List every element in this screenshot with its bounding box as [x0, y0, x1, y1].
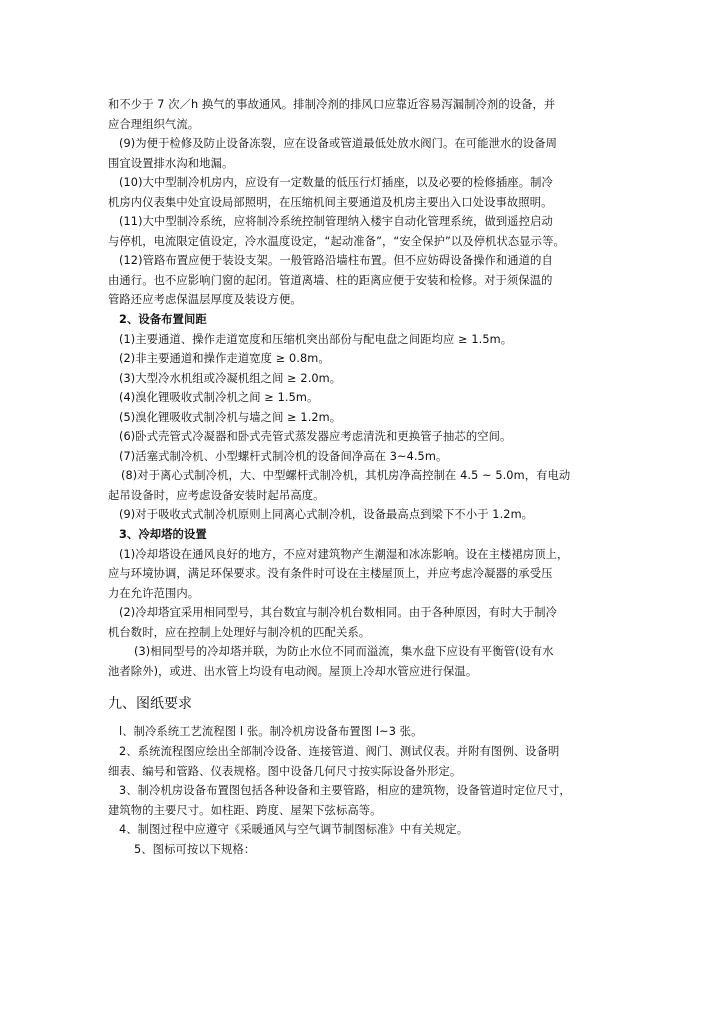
text-line: 管路还应考虑保温层厚度及装设方便。	[108, 293, 302, 307]
text-line: (1)冷却塔设在通风良好的地方，不应对建筑物产生潮湿和冰冻影响。设在主楼裙房顶上，	[119, 547, 569, 561]
text-line: 2、系统流程图应绘出全部制冷设备、连接管道、阀门、测试仪表。并附有图例、设备明	[119, 744, 560, 758]
text-line: 机房内仪表集中处宜设局部照明，在压缩机间主要通道及机房主要出入口处设事故照明。	[108, 195, 553, 209]
body-text-block	[108, 95, 628, 681]
text-line: 细表、编号和管路、仪表规格。图中设备几何尺寸按实际设备外形定。	[108, 764, 462, 778]
text-line: (5)溴化锂吸收式制冷机与墙之间 ≥ 1.2m。	[119, 410, 342, 424]
text-line: 围宜设置排水沟和地漏。	[108, 156, 234, 170]
text-line: (2)非主要通道和操作走道宽度 ≥ 0.8m。	[119, 352, 330, 366]
text-line: (3)相同型号的冷却塔并联，为防止水位不同而溢流，集水盘下应设有平衡管(设有水	[134, 645, 554, 659]
text-line: 由通行。也不应影响门窗的起闭。管道离墙、柱的距离应便于安装和检修。对于须保温的	[108, 273, 553, 287]
text-line: l、制冷系统工艺流程图 l 张。制冷机房设备布置图 l~3 张。	[119, 725, 423, 739]
text-line: (10)大中型制冷机房内，应设有一定数量的低压行灯插座，以及必要的检修插座。制冷	[119, 176, 553, 190]
drawing-requirements-block	[108, 722, 628, 859]
text-line: (1)主要通道、操作走道宽度和压缩机突出部份与配电盘之间距均应 ≥ 1.5m。	[119, 332, 513, 346]
text-line: (9)为便于检修及防止设备冻裂，应在设备或管道最低处放水阀门。在可能泄水的设备周	[119, 137, 557, 151]
text-line: 建筑物的主要尺寸。如柱距、跨度、屋架下弦标高等。	[108, 803, 382, 817]
text-line: (12)管路布置应便于装设支架。一般管路沿墙柱布置。但不应妨碍设备操作和通道的自	[119, 254, 553, 268]
text-line: 起吊设备时，应考虑设备安装时起吊高度。	[108, 488, 325, 502]
text-line: 与停机，电流限定值设定，冷水温度设定，“起动准备”，“安全保护”以及停机状态显示等。	[108, 234, 565, 248]
text-line: (8)对于离心式制冷机，大、中型螺杆式制冷机，其机房净高控制在 4.5 ~ 5.0m，有电动	[121, 469, 571, 483]
subsection-heading: 3、冷却塔的设置	[119, 528, 207, 542]
text-line: (2)冷却塔宜采用相同型号，其台数宜与制冷机台数相同。由于各种原因，有时大于制冷	[119, 606, 557, 620]
text-line: 应合理组织气流。	[108, 117, 200, 131]
text-line: 应与环境协调，满足环保要求。没有条件时可设在主楼屋顶上，并应考虑冷凝器的承受压	[108, 567, 553, 581]
section-title: 九、图纸要求	[108, 696, 192, 713]
text-line: 4、制图过程中应遵守《采暖通风与空气调节制图标准》中有关规定。	[119, 823, 469, 837]
document-page	[108, 95, 628, 859]
text-line: (3)大型冷水机组或冷凝机组之间 ≥ 2.0m。	[119, 371, 342, 385]
text-line: (4)溴化锂吸收式制冷机之间 ≥ 1.5m。	[119, 391, 319, 405]
text-line: (11)大中型制冷系统，应将制冷系统控制管理纳入楼宇自动化管理系统，做到遥控启动	[119, 215, 553, 229]
text-line: 池者除外)，或进、出水管上均设有电动阀。屋顶上冷却水管应进行保温。	[108, 664, 478, 678]
text-line: (6)卧式壳管式冷凝器和卧式壳管式蒸发器应考虑清洗和更换管子抽芯的空间。	[119, 430, 512, 444]
subsection-heading: 2、设备布置间距	[119, 313, 207, 327]
text-line: 5、图标可按以下规格：	[134, 842, 256, 856]
text-line: 和不少于 7 次／h 换气的事故通风。排制冷剂的排风口应靠近容易泻漏制冷剂的设备，并	[108, 98, 556, 111]
text-line: 机台数时，应在控制上处理好与制冷机的匹配关系。	[108, 625, 371, 639]
text-line: 力在允许范围内。	[108, 586, 200, 600]
text-line: (7)活塞式制冷机、小型螺杆式制冷机的设备间净高在 3~4.5m。	[119, 449, 448, 463]
text-line: (9)对于吸收式式制冷机原则上同离心式制冷机，设备最高点到梁下不小于 1.2m。	[119, 508, 534, 522]
text-line: 3、制冷机房设备布置图包括各种设备和主要管路，相应的建筑物，设备管道时定位尺寸，	[119, 784, 571, 798]
